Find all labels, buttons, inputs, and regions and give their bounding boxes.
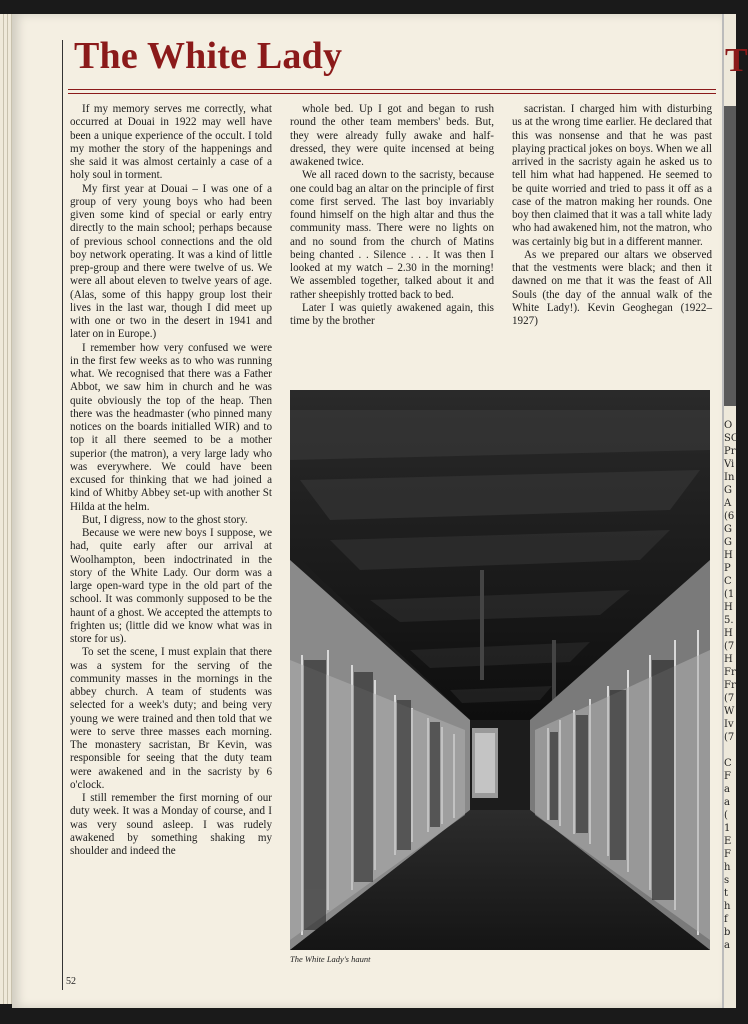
facing-page-fragment: (6 <box>724 511 735 522</box>
facing-page-fragment: H <box>724 602 733 613</box>
paragraph: I remember how very confused we were in the first few weeks as to who was running what. We recognised that there was a Father Abbot, we saw him in church and he was quite obviously the top of the heap. Then there was the headmaster (who pinned many notices on the boards initialled WIR) and to top it all there seemed to be a mother superior (the matron), a very large lady who was everywhere. We could have been excused for thinking that we had joined a kind of Whitby Abbey set-up with another St Hilda at the helm. <box>70 341 272 513</box>
facing-page-fragment: W <box>724 706 735 717</box>
facing-page-fragment: b <box>724 927 731 938</box>
facing-page-fragment: H <box>724 628 733 639</box>
facing-page-fragment: (7 <box>724 693 735 704</box>
facing-page-fragment: E <box>724 836 732 847</box>
facing-page-fragment: h <box>724 862 731 873</box>
paragraph: To set the scene, I must explain that there was a system for the serving of the community masses in the mornings in the abbey church. A team of students was selected for a week's duty; and being very young we were trained and then told that we were to serve three masses each morning. The monastery sacristan, Br Kevin, was responsible for seeing that the duty team were awakened and in the sacristy by 6 o'clock. <box>70 646 272 791</box>
facing-page-fragment: (7 <box>724 641 735 652</box>
facing-page <box>722 14 748 1008</box>
facing-page-fragment: G <box>724 537 732 548</box>
facing-page-fragment: Pr <box>724 446 736 457</box>
facing-page-fragment: C <box>724 758 732 769</box>
facing-page-fragment: t <box>724 888 729 899</box>
column-1 <box>70 103 272 858</box>
facing-page-fragment: A <box>724 498 732 509</box>
facing-page-title: T <box>725 42 748 79</box>
column-3 <box>512 103 712 328</box>
facing-page-fragment: Iv <box>724 719 734 730</box>
facing-page-fragment: 1 <box>724 823 731 834</box>
paragraph: We all raced down to the sacristy, because one could bag an altar on the principle of first come first served. The last boy invariably found himself on the high altar and thus the community mass. There were no lights on and no sound from the church of Matins being chanted . . Silence . . . It was then I looked at my watch – 2.30 in the morning! We assembled together, talked about it and rather sheepishly trotted back to bed. <box>290 169 494 301</box>
page-number: 52 <box>66 976 76 987</box>
facing-page-fragment: Vi <box>724 459 735 470</box>
facing-page-fragment: a <box>724 940 730 951</box>
paragraph: Later I was quietly awakened again, this time by the brother <box>290 301 494 327</box>
facing-page-fragment: ( <box>724 810 728 821</box>
facing-page-fragment: h <box>724 901 731 912</box>
facing-page-fragment: F <box>724 771 731 782</box>
facing-page-fragment: (7 <box>724 732 735 743</box>
facing-page-fragment: a <box>724 784 730 795</box>
facing-page-fragment: s <box>724 875 730 886</box>
title-rule <box>68 89 716 94</box>
facing-page-fragment: 5. <box>724 615 734 626</box>
facing-page-fragment: SC <box>724 433 739 444</box>
paragraph: whole bed. Up I got and began to rush round the other team members' beds. But, they were already fully awake and half-dressed, they were quite incensed at being awakened twice. <box>290 103 494 168</box>
paragraph: Because we were new boys I suppose, we had, quite early after our arrival at Woolhampton, been indoctrinated in the story of the White Lady. Our dorm was a large open-ward type in the old part of the school. It was commonly supposed to be the haunt of a ghost. We accepted the attempts to frighten us; (little did we know what was in store for us). <box>70 527 272 645</box>
margin-rule <box>62 40 63 990</box>
dormitory-photo <box>290 390 710 950</box>
column-2 <box>290 103 494 328</box>
facing-page-fragment: G <box>724 524 732 535</box>
paragraph: But, I digress, now to the ghost story. <box>82 513 248 526</box>
facing-page-fragment: f <box>724 914 728 925</box>
facing-page-fragment: a <box>724 797 730 808</box>
facing-page-fragment: (1 <box>724 589 735 600</box>
facing-page-fragment: C <box>724 576 732 587</box>
paragraph: My first year at Douai – I was one of a group of very young boys who had been given some kind of special or early entry directly to the main school; perhaps because of previous school connections and the old boy network operating. It was a kind of little prep-group and there were twelve of us. We were all about eleven to twelve years of age. (Alas, some of this happy group lost their lives in the last war, though I did meet up with one or two in the desert in 1941 and later on in Europe.) <box>70 182 272 341</box>
facing-page-fragment: O <box>724 420 733 431</box>
facing-page-fragment: P <box>724 563 731 574</box>
facing-page-fragment: Fr <box>724 680 736 691</box>
facing-page-fragment: G <box>724 485 732 496</box>
dormitory-photo-image <box>290 390 710 950</box>
paragraph: As we prepared our altars we observed that the vestments were black; and then it dawned on me that it was the feast of All Souls (the day of the annual walk of the White Lady!). Kevin Geoghegan (1922–1927) <box>512 248 712 327</box>
facing-page-fragment: H <box>724 550 733 561</box>
facing-page-fragment: In <box>724 472 735 483</box>
paragraph: If my memory serves me correctly, what occurred at Douai in 1922 may well have been a unique experience of the occult. I told my mother the story of the happenings and she said it was almost certainly a case of a holy soul in torment. <box>70 103 272 182</box>
facing-page-fragment <box>724 744 736 757</box>
paragraph: sacristan. I charged him with disturbing us at the wrong time earlier. He declared that this was nonsense and that he was past playing practical jokes on boys. When we all arrived in the sacristy again he asked us to tell him what had happened. He seemed to be quite worried and tried to pass it off as a case of the matron making her rounds. One boy then claimed that it was a tall white lady who had awakened him, not the matron, who was certainly big but in a different manner. <box>512 103 712 248</box>
paragraph: I still remember the first morning of our duty week. It was a Monday of course, and I was very sound asleep. I was rudely awakened by something shaking my shoulder and indeed the <box>70 792 272 857</box>
photo-caption: The White Lady's haunt <box>290 954 371 964</box>
facing-page-photo <box>724 106 736 406</box>
facing-page-fragment: H <box>724 654 733 665</box>
facing-page-fragment: F <box>724 849 731 860</box>
facing-page-fragment: Fr <box>724 667 736 678</box>
article-title: The White Lady <box>74 35 343 77</box>
facing-page-text <box>724 419 739 952</box>
